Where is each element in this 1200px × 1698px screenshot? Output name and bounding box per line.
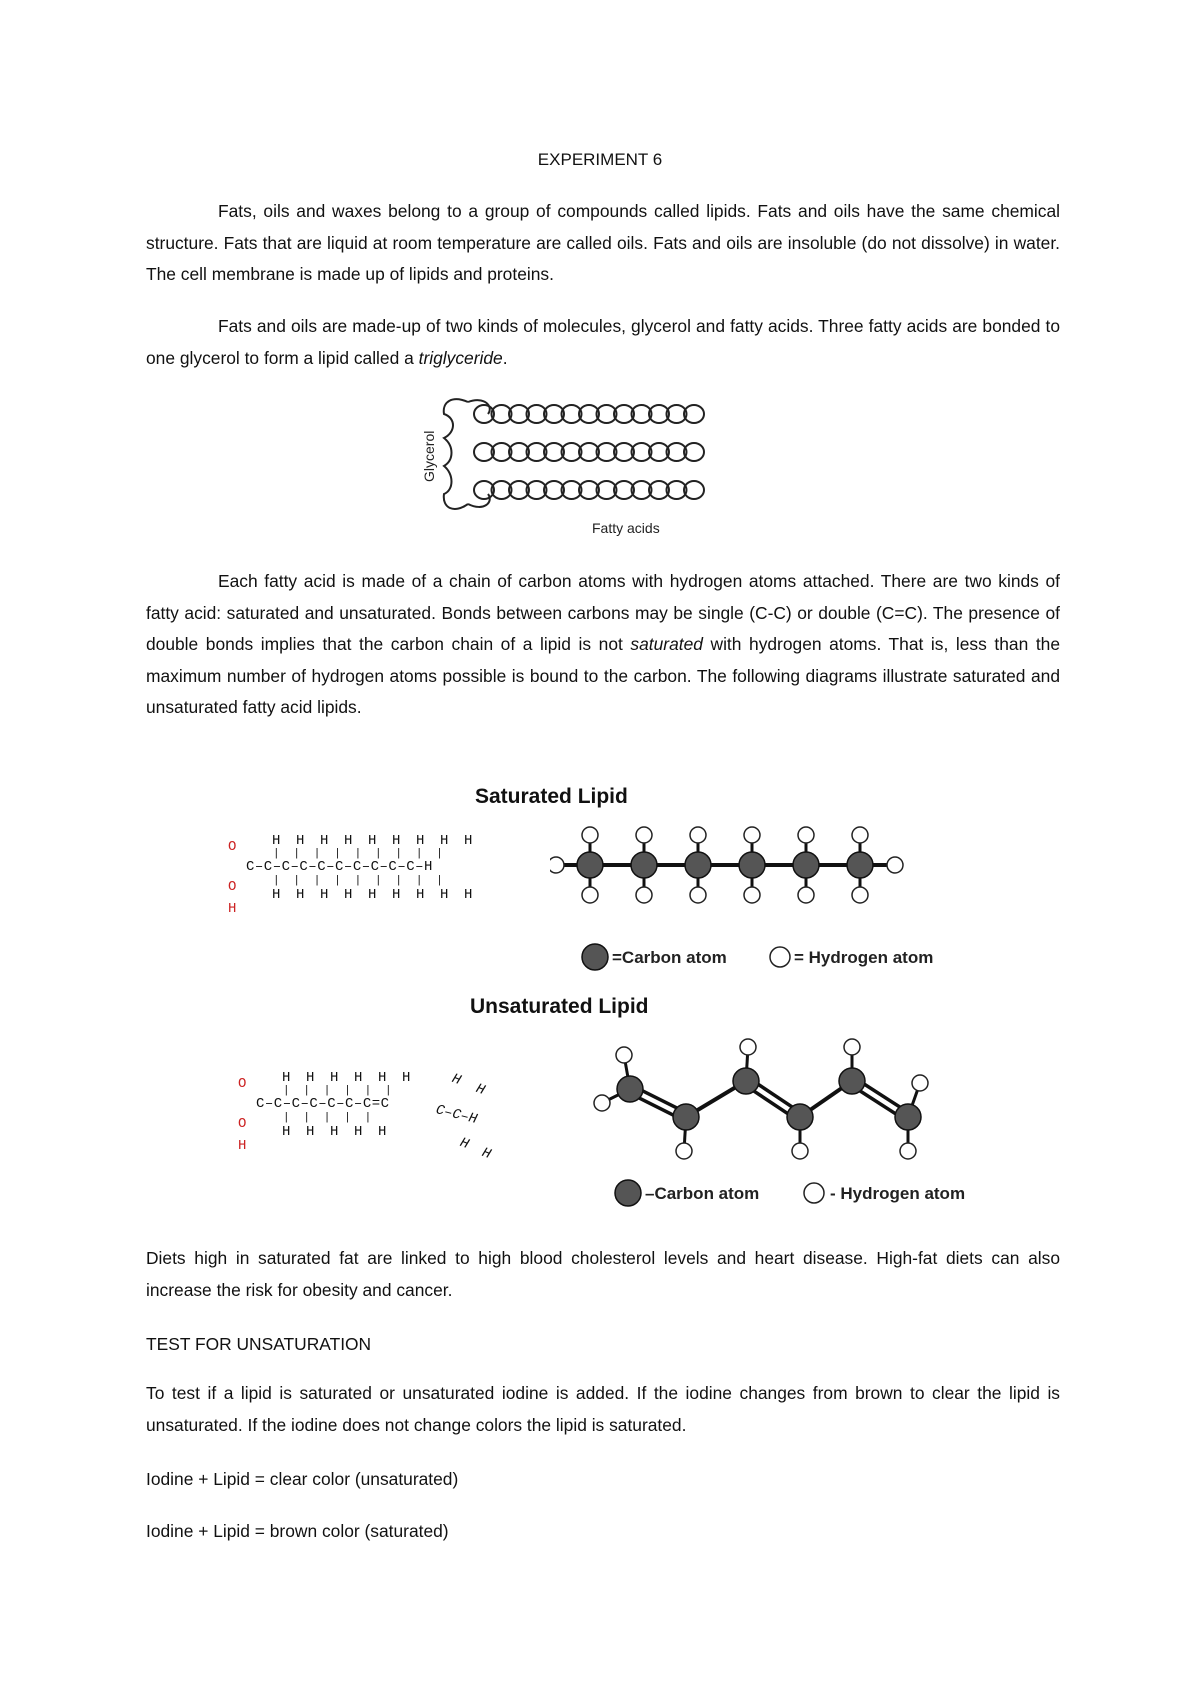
hydrogen-atom <box>792 1143 808 1159</box>
unsaturated-lipid-title: Unsaturated Lipid <box>470 995 649 1018</box>
unsaturated-ball-model <box>590 1033 990 1211</box>
test-paragraph: To test if a lipid is saturated or unsaturated iodine is added. If the iodine changes from brown to clear the lipid is unsaturated. If the iodine does not change colors the lipid is saturated. <box>146 1383 1060 1435</box>
unsaturated-carbon-legend: –Carbon atom <box>645 1184 760 1203</box>
hydrogen-atom <box>582 827 598 843</box>
hydrogen-atom <box>744 827 760 843</box>
carbon-legend-icon <box>615 1180 641 1206</box>
fatty-acid-paragraph-end: with hydrogen atoms. That is, less than the maximum number of hydrogen atoms possible is bound to the carbon. The following diagrams illustrate saturated and unsaturated fatty acid lipids. <box>146 634 1061 717</box>
hydrogen-atom <box>582 887 598 903</box>
carbon-atom <box>793 852 819 878</box>
carbon-atom <box>895 1104 921 1130</box>
fatty-acids-label: Fatty acids <box>592 520 660 536</box>
unsaturated-oxygen-top: O <box>238 1076 247 1092</box>
triglyceride-diagram <box>410 390 790 550</box>
fatty-acid-paragraph <box>146 566 1060 724</box>
unsaturated-tail-h-bottom2: H <box>479 1145 493 1163</box>
saturated-lipid-title: Saturated Lipid <box>475 785 628 808</box>
fatty-acid-paragraph-text: Each fatty acid is made of a chain of carbon atoms with hydrogen atoms attached. There are two kinds of fatty acid: saturated and unsaturated. Bonds between carbons may be single (C-C) or double (C=C). The presence of double bonds implies that the carbon chain of a lipid is not <box>146 571 1060 654</box>
unsaturated-oxygen-mid: O <box>238 1116 247 1132</box>
hydrogen-atom <box>798 827 814 843</box>
unsaturated-bond-row-bottom: | | | | | <box>283 1112 375 1124</box>
unsaturated-structural-formula <box>230 1070 530 1190</box>
iodine-saturated-line: Iodine + Lipid = brown color (saturated) <box>146 1521 449 1541</box>
unsaturated-tail-h-bottom: H <box>457 1135 471 1153</box>
hydrogen-atom <box>636 887 652 903</box>
carbon-atom <box>787 1104 813 1130</box>
saturated-lipid-figure <box>220 785 980 975</box>
hydrogen-legend-icon <box>804 1183 824 1203</box>
test-heading: TEST FOR UNSATURATION <box>146 1334 372 1354</box>
saturated-carbon-chain: C–C–C–C–C–C–C–C–C–C–H <box>246 859 433 875</box>
hydrogen-atom <box>740 1039 756 1055</box>
unsaturated-h-row-top: H H H H H H <box>282 1070 415 1086</box>
saturated-bond-row-bottom: | | | | | | | | | <box>273 875 447 887</box>
intro-paragraph: Fats, oils and waxes belong to a group of compounds called lipids. Fats and oils have the same chemical structure. Fats that are liquid at room temperature are called oils. Fats and oils are insoluble (do not dissolve) in water. The cell membrane is made up of lipids and proteins. <box>146 201 1060 284</box>
carbon-atom <box>673 1104 699 1130</box>
triglyceride-paragraph-text: Fats and oils are made-up of two kinds of molecules, glycerol and fatty acids. Three fatty acids are bonded to one glycerol to form a lipid called a <box>146 316 1060 368</box>
glycerol-label: Glycerol <box>421 430 437 482</box>
carbon-atom <box>685 852 711 878</box>
unsaturated-carbon-chain: C–C–C–C–C–C–C=C <box>256 1096 390 1112</box>
triglyceride-paragraph <box>146 311 1060 374</box>
carbon-atom <box>839 1068 865 1094</box>
carbon-atom <box>733 1068 759 1094</box>
fatty-acid-chains <box>474 405 704 499</box>
diet-paragraph: Diets high in saturated fat are linked to high blood cholesterol levels and heart disease. High-fat diets can also increase the risk for obesity and cancer. <box>146 1248 1060 1300</box>
hydrogen-atom <box>887 857 903 873</box>
hydrogen-atom <box>594 1095 610 1111</box>
unsaturated-tail-h-top: H <box>449 1071 463 1089</box>
iodine-unsaturated-line: Iodine + Lipid = clear color (unsaturated) <box>146 1469 459 1489</box>
hydrogen-atom <box>912 1075 928 1091</box>
hydrogen-atom <box>676 1143 692 1159</box>
hydrogen-atom <box>744 887 760 903</box>
hydrogen-atom <box>550 857 564 873</box>
saturated-h-row-top: H H H H H H H H H <box>272 833 477 849</box>
unsaturated-tail-h-top2: H <box>473 1081 487 1099</box>
hydrogen-atom <box>690 827 706 843</box>
carbon-atom <box>617 1076 643 1102</box>
hydrogen-atom <box>900 1143 916 1159</box>
saturated-bond-row-top: | | | | | | | | | <box>273 848 447 860</box>
carbon-atom <box>631 852 657 878</box>
saturated-hydrogen-bottom: H <box>228 901 237 917</box>
unsaturated-tail-chain: C–C–H <box>434 1102 479 1128</box>
carbon-atom <box>739 852 765 878</box>
hydrogen-atom <box>852 887 868 903</box>
hydrogen-atom <box>798 887 814 903</box>
saturated-structural-formula <box>220 833 520 953</box>
saturated-h-row-bottom: H H H H H H H H H <box>272 887 477 903</box>
hydrogen-atom <box>844 1039 860 1055</box>
hydrogen-legend-icon <box>770 947 790 967</box>
unsaturated-h-row-bottom: H H H H H <box>282 1124 391 1140</box>
saturated-oxygen-mid: O <box>228 879 237 895</box>
hydrogen-atom <box>636 827 652 843</box>
hydrogen-atom <box>690 887 706 903</box>
triglyceride-term: triglyceride <box>418 347 503 368</box>
unsaturated-lipid-figure <box>230 995 1000 1215</box>
unsaturated-hydrogen-legend: - Hydrogen atom <box>830 1184 966 1203</box>
saturated-oxygen-top: O <box>228 839 237 855</box>
saturated-carbon-legend: =Carbon atom <box>612 948 727 967</box>
saturated-term: saturated <box>630 634 703 654</box>
page-title: EXPERIMENT 6 <box>537 150 663 169</box>
unsaturated-bond-row-top: | | | | | | <box>283 1085 396 1097</box>
carbon-legend-icon <box>582 944 608 970</box>
saturated-ball-model <box>550 825 970 975</box>
carbon-atom <box>577 852 603 878</box>
unsaturated-hydrogen-bottom: H <box>238 1138 247 1154</box>
saturated-hydrogen-legend: = Hydrogen atom <box>794 948 934 967</box>
triglyceride-paragraph-end: . <box>502 347 508 368</box>
hydrogen-atom <box>616 1047 632 1063</box>
hydrogen-atom <box>852 827 868 843</box>
carbon-atom <box>847 852 873 878</box>
